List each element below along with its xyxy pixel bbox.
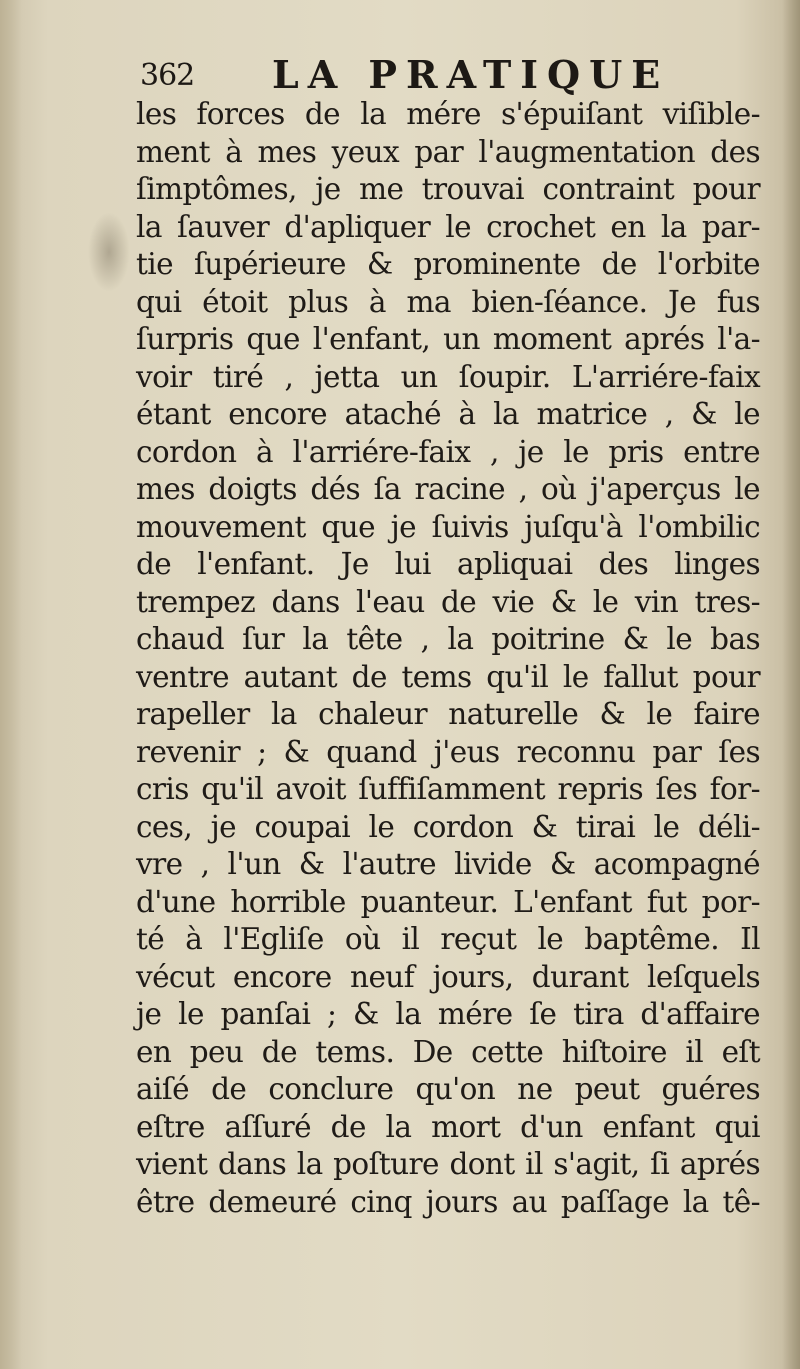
running-head: LA PRATIQUE xyxy=(272,52,670,97)
text-line: ment à mes yeux par l'augmentation des xyxy=(136,134,760,169)
text-line: tie ſupérieure & prominente de l'orbite xyxy=(136,247,760,281)
text-line: trempez dans l'eau de vie & le vin tres- xyxy=(136,584,760,619)
text-line: ſurpris que l'enfant, un moment aprés l'a- xyxy=(136,322,760,356)
text-line: étant encore ataché à la matrice , & le xyxy=(136,397,760,431)
text-line: mouvement que je ſuivis juſqu'à l'ombilic xyxy=(136,509,760,544)
text-line: d'une horrible puanteur. L'enfant fut por- xyxy=(136,884,760,919)
body-text xyxy=(136,96,760,1221)
text-line: vient dans la poſture dont il s'agit, ſi aprés xyxy=(136,1147,760,1181)
text-line: vre , l'un & l'autre livide & acompagné xyxy=(136,847,760,881)
text-line: qui étoit plus à ma bien-ſéance. Je fus xyxy=(136,284,760,319)
text-line: eſtre aſſuré de la mort d'un enfant qui xyxy=(136,1109,760,1144)
paper-stain xyxy=(88,212,130,292)
text-line: ventre autant de tems qu'il le fallut pour xyxy=(136,659,760,694)
text-line: les forces de la mére s'épuiſant viſible- xyxy=(136,97,760,131)
text-line: aiſé de conclure qu'on ne peut guéres xyxy=(136,1072,760,1106)
text-line: la ſauver d'apliquer le crochet en la par- xyxy=(136,209,760,244)
text-line: mes doigts dés ſa racine , où j'aperçus le xyxy=(136,472,760,506)
text-line: ces, je coupai le cordon & tirai le déli- xyxy=(136,809,760,844)
text-line: en peu de tems. De cette hiſtoire il eſt xyxy=(136,1034,760,1069)
text-line: voir tiré , jetta un ſoupir. L'arriére-faix xyxy=(136,359,760,394)
text-line: cordon à l'arriére-faix , je le pris entre xyxy=(136,434,760,469)
text-line: rapeller la chaleur naturelle & le faire xyxy=(136,697,760,731)
text-line: revenir ; & quand j'eus reconnu par ſes xyxy=(136,734,760,769)
text-line: té à l'Egliſe où il reçut le baptême. Il xyxy=(136,922,760,956)
page-left-edge-shadow xyxy=(0,0,22,1369)
text-line: de l'enfant. Je lui apliquai des linges xyxy=(136,547,760,581)
text-line: ſimptômes, je me trouvai contraint pour xyxy=(136,172,760,206)
page-right-edge-shadow xyxy=(782,0,800,1369)
text-line: vécut encore neuf jours, durant leſquels xyxy=(136,959,760,994)
page-header xyxy=(140,52,740,102)
text-line: chaud ſur la tête , la poitrine & le bas xyxy=(136,622,760,656)
text-line: cris qu'il avoit ſuffiſamment repris ſes for- xyxy=(136,772,760,806)
page-number: 362 xyxy=(140,58,195,93)
text-line: je le panſai ; & la mére ſe tira d'affaire xyxy=(136,997,760,1031)
text-line: être demeuré cinq jours au paſſage la tê- xyxy=(136,1184,760,1219)
